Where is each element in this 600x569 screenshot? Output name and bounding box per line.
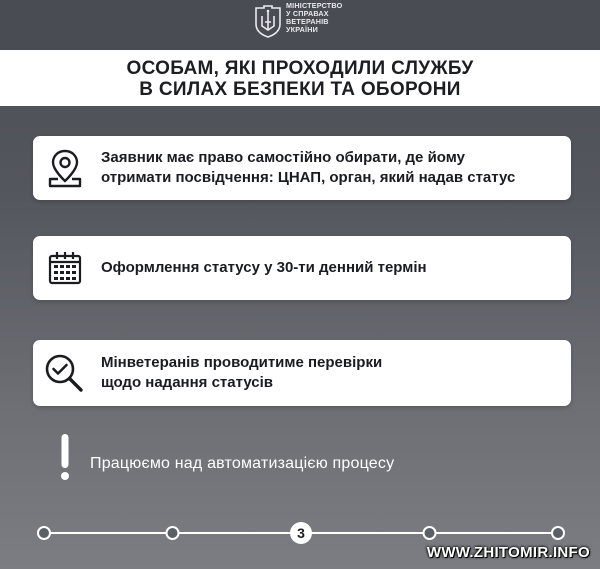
location-pin-icon [47,148,83,188]
info-card-verification [33,340,571,406]
magnifier-check-icon [43,352,85,394]
process-note: Працюємо над автоматизацією процесу [90,455,395,472]
info-card-line: Мінветеранів проводитиме перевірки [101,354,383,371]
ministry-name [286,2,342,34]
step-dot [424,527,436,539]
ministry-line: УКРАЇНИ [286,25,318,34]
info-card-line: щодо надання статусів [101,374,274,391]
info-card-line: Оформлення статусу у 30-ти денний термін [101,259,427,276]
watermark: WWW.ZHITOMIR.INFO [426,544,590,561]
step-dot [552,527,564,539]
ministry-logo [252,2,362,42]
page-title [0,58,600,100]
info-card-line: отримати посвідчення: ЦНАП, орган, який надав статус [101,169,516,186]
step-current-label: 3 [297,525,305,541]
info-card-line: Заявник має право самостійно обирати, де йому [101,149,465,166]
info-card-text [101,148,515,188]
title-band [0,50,600,106]
ministry-line: ВЕТЕРАНІВ [286,17,329,26]
page-title-line: ОСОБАМ, ЯКІ ПРОХОДИЛИ СЛУЖБУ [126,58,474,79]
info-card-deadline [33,236,571,300]
exclamation-icon [56,432,74,482]
calendar-icon [47,250,83,286]
header-band [0,0,600,50]
info-card-text [101,258,427,278]
page-title-line: В СИЛАХ БЕЗПЕКИ ТА ОБОРОНИ [139,79,461,100]
ukraine-trident-emblem-icon [252,4,284,38]
ministry-line: МІНІСТЕРСТВО [286,1,343,10]
ministry-line: У СПРАВАХ [286,9,329,18]
info-card-location [33,136,571,200]
step-dot [38,527,50,539]
step-dot [167,527,179,539]
step-current [290,522,312,544]
info-card-text [101,353,382,393]
